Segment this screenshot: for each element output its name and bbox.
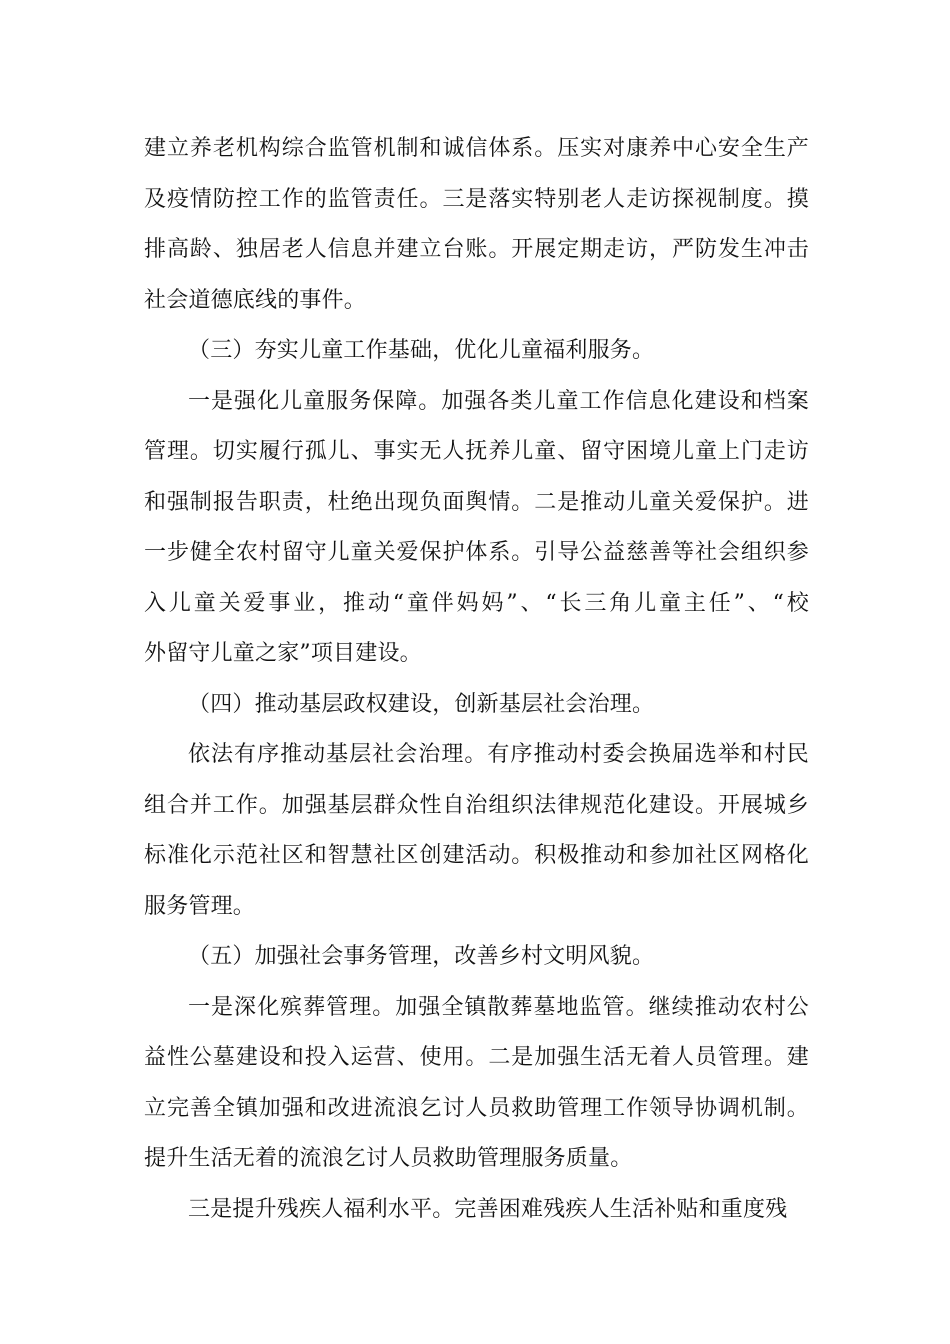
heading-text: （四）推动基层政权建设，创新基层社会治理。 xyxy=(188,691,655,717)
text-line: 和强制报告职责，杜绝出现负面舆情。二是推动儿童关爱保护。进 xyxy=(144,489,809,515)
text-line: 一步健全农村留守儿童关爱保护体系。引导公益慈善等社会组织参 xyxy=(144,540,809,565)
text-line: 标准化示范社区和智慧社区创建活动。积极推动和参加社区网格化 xyxy=(144,843,809,868)
paragraph xyxy=(144,377,809,680)
text-line: 管理。切实履行孤儿、事实无人抚养儿童、留守困境儿童上门走访 xyxy=(144,439,809,464)
section-heading-5 xyxy=(144,932,809,983)
text-line: 及疫情防控工作的监管责任。三是落实特别老人走访探视制度。摸 xyxy=(144,186,809,212)
text-line: 外留守儿童之家”项目建设。 xyxy=(144,641,422,666)
text-line: 三是提升残疾人福利水平。完善困难残疾人生活补贴和重度残 xyxy=(188,1196,788,1222)
text-line: 入儿童关爱事业，推动“童伴妈妈”、“长三角儿童主任”、“校 xyxy=(144,590,809,616)
document-body xyxy=(144,124,809,1235)
paragraph xyxy=(144,983,809,1185)
text-line: 一是深化殡葬管理。加强全镇散葬墓地监管。继续推动农村公 xyxy=(188,994,809,1020)
paragraph xyxy=(144,730,809,932)
text-line: 建立养老机构综合监管机制和诚信体系。压实对康养中心安全生产 xyxy=(144,136,809,161)
text-line: 立完善全镇加强和改进流浪乞讨人员救助管理工作领导协调机制。 xyxy=(144,1095,809,1121)
text-line: 一是强化儿童服务保障。加强各类儿童工作信息化建设和档案 xyxy=(188,388,809,414)
heading-text: （五）加强社会事务管理，改善乡村文明风貌。 xyxy=(188,944,655,969)
text-line: 益性公墓建设和投入运营、使用。二是加强生活无着人员管理。建 xyxy=(144,1045,809,1070)
text-line: 社会道德底线的事件。 xyxy=(144,287,367,313)
text-line: 依法有序推动基层社会治理。有序推动村委会换届选举和村民 xyxy=(188,742,809,767)
text-line: 排高龄、独居老人信息并建立台账。开展定期走访，严防发生冲击 xyxy=(144,237,809,262)
heading-text: （三）夯实儿童工作基础，优化儿童福利服务。 xyxy=(188,338,655,363)
text-line: 提升生活无着的流浪乞讨人员救助管理服务质量。 xyxy=(144,1146,633,1171)
paragraph xyxy=(144,1185,809,1236)
text-line: 组合并工作。加强基层群众性自治组织法律规范化建设。开展城乡 xyxy=(144,792,809,818)
section-heading-3 xyxy=(144,326,809,377)
paragraph xyxy=(144,124,809,326)
text-line: 服务管理。 xyxy=(144,893,256,919)
section-heading-4 xyxy=(144,680,809,731)
